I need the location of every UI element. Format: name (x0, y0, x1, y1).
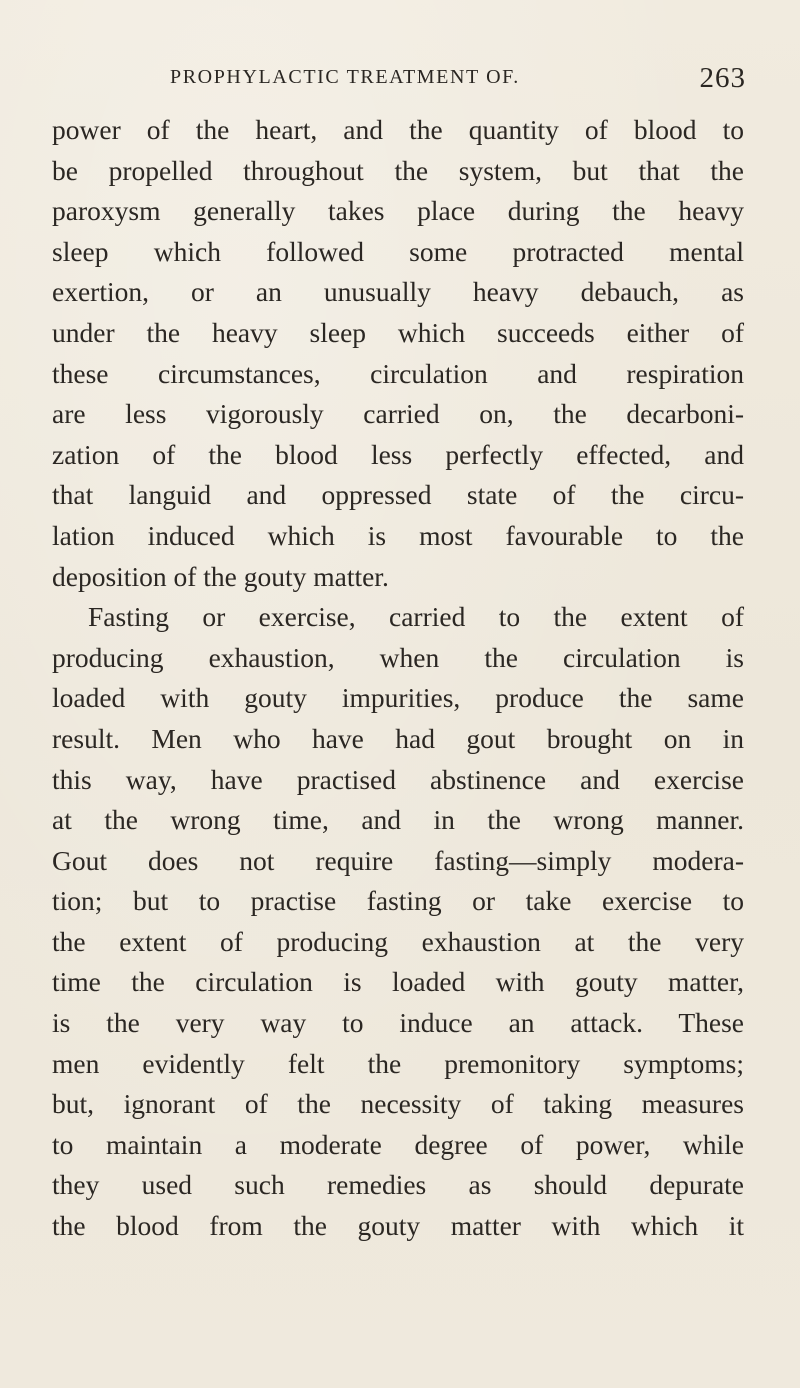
text-line: Fasting or exercise, carried to the extent of (88, 601, 744, 633)
text-line: is the very way to induce an attack. These (52, 1007, 744, 1039)
text-line: sleep which followed some protracted mental (52, 235, 744, 267)
text-line: men evidently felt the premonitory symptoms; (52, 1047, 744, 1079)
text-line: tion; but to practise fasting or take exercise to (52, 885, 744, 917)
text-line: the blood from the gouty matter with which it (52, 1210, 744, 1242)
text-line: they used such remedies as should depurate (52, 1169, 744, 1201)
text-line: loaded with gouty impurities, produce the same (52, 682, 744, 714)
text-line: paroxysm generally takes place during the heavy (52, 195, 744, 227)
text-line: these circumstances, circulation and respiration (52, 357, 744, 389)
text-line: the extent of producing exhaustion at the very (52, 925, 744, 957)
text-line: that languid and oppressed state of the circu- (52, 479, 744, 511)
text-line: are less vigorously carried on, the decarboni- (52, 398, 744, 430)
text-line: deposition of the gouty matter. (52, 560, 389, 592)
text-line: this way, have practised abstinence and exercise (52, 763, 744, 795)
text-line: power of the heart, and the quantity of blood to (52, 114, 744, 145)
text-line: to maintain a moderate degree of power, while (52, 1128, 744, 1160)
text-line: time the circulation is loaded with gouty matter, (52, 966, 744, 998)
running-head (0, 62, 800, 96)
text-line: producing exhaustion, when the circulation is (52, 641, 744, 673)
running-title: PROPHYLACTIC TREATMENT OF. (170, 66, 520, 88)
body-text (52, 110, 744, 1247)
text-line: lation induced which is most favourable to the (52, 519, 744, 551)
text-line: result. Men who have had gout brought on in (52, 722, 744, 754)
text-line: but, ignorant of the necessity of taking measures (52, 1088, 744, 1120)
text-line: be propelled throughout the system, but that the (52, 154, 744, 186)
text-line: zation of the blood less perfectly effected, and (52, 438, 744, 470)
text-line: at the wrong time, and in the wrong manner. (52, 804, 744, 836)
page-number: 263 (699, 62, 746, 94)
text-line: under the heavy sleep which succeeds either of (52, 316, 744, 348)
text-line: exertion, or an unusually heavy debauch, as (52, 276, 744, 308)
text-line: Gout does not require fasting—simply modera- (52, 844, 744, 876)
